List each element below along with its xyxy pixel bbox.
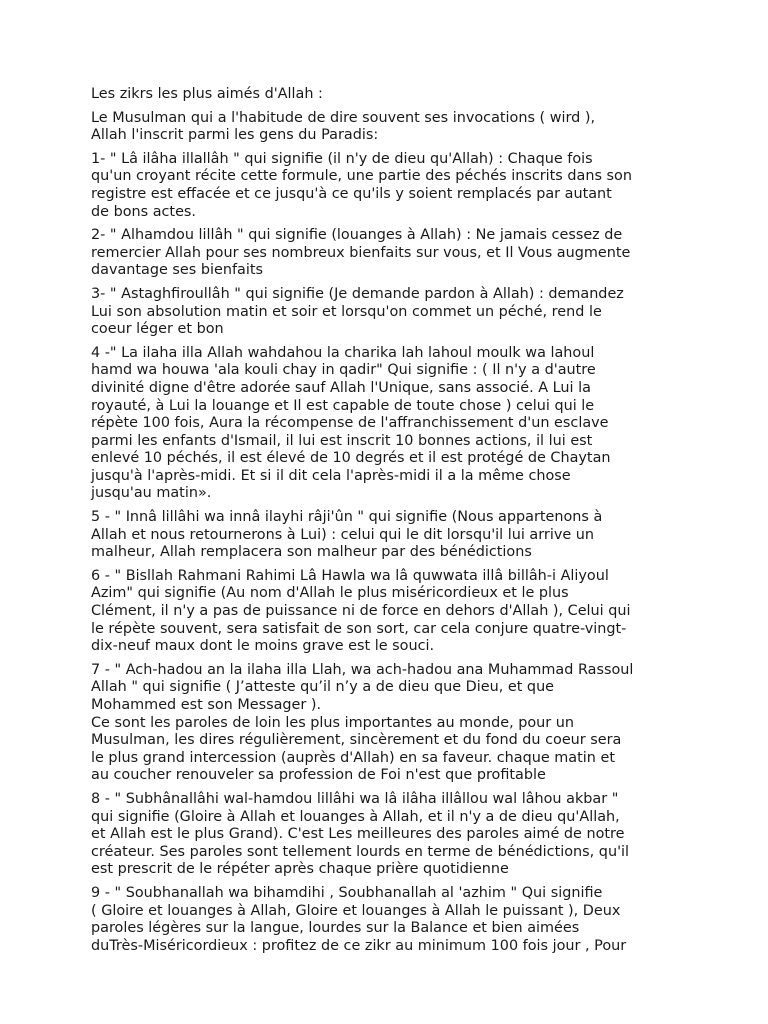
text-line: Clément, il n'y a pas de puissance ni de force en dehors d'Allah ), Celui qui (91, 603, 631, 620)
text-line: le répète souvent, sera satisfait de son sort, car cela conjure quatre-vingt- (91, 620, 627, 637)
text-line: coeur léger et bon (91, 321, 224, 338)
text-line: ( Gloire et louanges à Allah, Gloire et louanges à Allah le puissant ), Deux (91, 902, 621, 919)
text-line: Ce sont les paroles de loin les plus importantes au monde, pour un (91, 714, 575, 731)
text-line: 2- " Alhamdou lillâh " qui signifie (louanges à Allah) : Ne jamais cessez de (91, 227, 623, 244)
text-line: Allah l'inscrit parmi les gens du Paradis: (91, 127, 379, 144)
paragraph (91, 286, 691, 339)
paragraph (91, 110, 691, 145)
text-line: 6 - " Bisllah Rahmani Rahimi Lâ Hawla wa lâ quwwata illâ billâh-i Aliyoul (91, 567, 609, 584)
text-line: hamd wa houwa 'ala kouli chay in qadir" Qui signifie : ( Il n'y a d'autre (91, 362, 596, 379)
paragraph (91, 227, 691, 280)
text-line: davantage ses bienfaits (91, 262, 263, 279)
text-line: et Allah est le plus Grand). C'est Les meilleures des paroles aimé de notre (91, 826, 625, 843)
text-line: 1- " Lâ ilâha illallâh " qui signifie (il n'y de dieu qu'Allah) : Chaque fois (91, 150, 593, 167)
document-title (91, 86, 691, 104)
text-line: Allah et nous retournerons à Lui) : celui qui le dit lorsqu'il lui arrive un (91, 526, 595, 543)
text-line: qu'un croyant récite cette formule, une partie des péchés inscrits dans son (91, 168, 632, 185)
text-line: 4 -" La ilaha illa Allah wahdahou la charika lah lahoul moulk wa lahoul (91, 344, 595, 361)
text-line: dix-neuf maux dont le moins grave est le souci. (91, 638, 435, 655)
paragraph (91, 509, 691, 562)
text-line: Le Musulman qui a l'habitude de dire souvent ses invocations ( wird ), (91, 109, 596, 126)
text-line: malheur, Allah remplacera son malheur par des bénédictions (91, 544, 532, 561)
text-line: 7 - " Ach-hadou an la ilaha illa Llah, wa ach-hadou ana Muhammad Rassoul (91, 661, 634, 678)
text-line: remercier Allah pour ses nombreux bienfaits sur vous, et Il Vous augmente (91, 244, 631, 261)
text-line: parmi les enfants d'Ismail, il lui est inscrit 10 bonnes actions, il lui est (91, 432, 593, 449)
paragraph (91, 345, 691, 503)
text-line: Les zikrs les plus aimés d'Allah : (91, 86, 323, 102)
text-line: 9 - " Soubhanallah wa bihamdihi , Soubhanallah al 'azhim " Qui signifie (91, 884, 603, 901)
text-line: Lui son absolution matin et soir et lorsqu'on commet un péché, rend le (91, 303, 602, 320)
text-line: jusqu'à l'après-midi. Et si il dit cela l'après-midi il a la même chose (91, 467, 571, 484)
text-line: qui signifie (Gloire à Allah et louanges à Allah, et il n'y a de dieu qu'Allah, (91, 808, 620, 825)
text-line: paroles légères sur la langue, lourdes sur la Balance et bien aimées (91, 920, 580, 937)
text-line: Azim" qui signifie (Au nom d'Allah le plus miséricordieux et le plus (91, 585, 569, 602)
paragraph (91, 662, 691, 785)
text-line: au coucher renouveler sa profession de Foi n'est que profitable (91, 767, 546, 784)
text-line: est prescrit de le répéter après chaque prière quotidienne (91, 861, 509, 878)
text-line: Allah " qui signifie ( J’atteste qu’il n’y a de dieu que Dieu, et que (91, 679, 555, 696)
text-line: 5 - " Innâ lillâhi wa innâ ilayhi râji'ûn " qui signifie (Nous appartenons à (91, 509, 603, 526)
paragraph (91, 151, 691, 221)
text-line: duTrès-Miséricordieux : profitez de ce zikr au minimum 100 fois jour , Pour (91, 937, 627, 954)
paragraph (91, 568, 691, 656)
text-line: enlevé 10 péchés, il est élevé de 10 degrés et il est protégé de Chaytan (91, 450, 611, 467)
paragraph (91, 885, 691, 955)
text-line: 8 - " Subhânallâhi wal-hamdou lillâhi wa lâ ilâha illâllou wal lâhou akbar " (91, 790, 619, 807)
text-line: divinité digne d'être adorée sauf Allah l'Unique, sans associé. A Lui la (91, 379, 591, 396)
text-line: jusqu'au matin». (91, 485, 212, 502)
text-line: répète 100 fois, Aura la récompense de l'affranchissement d'un esclave (91, 415, 609, 432)
text-line: Musulman, les dires régulièrement, sincèrement et du fond du coeur sera (91, 732, 622, 749)
text-line: créateur. Ses paroles sont tellement lourds en terme de bénédictions, qu'il (91, 843, 630, 860)
text-line: registre est effacée et ce jusqu'à ce qu'ils y soient remplacés par autant (91, 185, 612, 202)
paragraph (91, 791, 691, 879)
document-page (91, 86, 691, 961)
text-line: royauté, à Lui la louange et Il est capable de toute chose ) celui qui le (91, 397, 595, 414)
text-line: Mohammed est son Messager ). (91, 697, 322, 713)
text-line: 3- " Astaghfiroullâh " qui signifie (Je demande pardon à Allah) : demandez (91, 285, 624, 302)
text-line: de bons actes. (91, 203, 196, 220)
text-line: le plus grand intercession (auprès d'Allah) en sa faveur. chaque matin et (91, 749, 615, 766)
